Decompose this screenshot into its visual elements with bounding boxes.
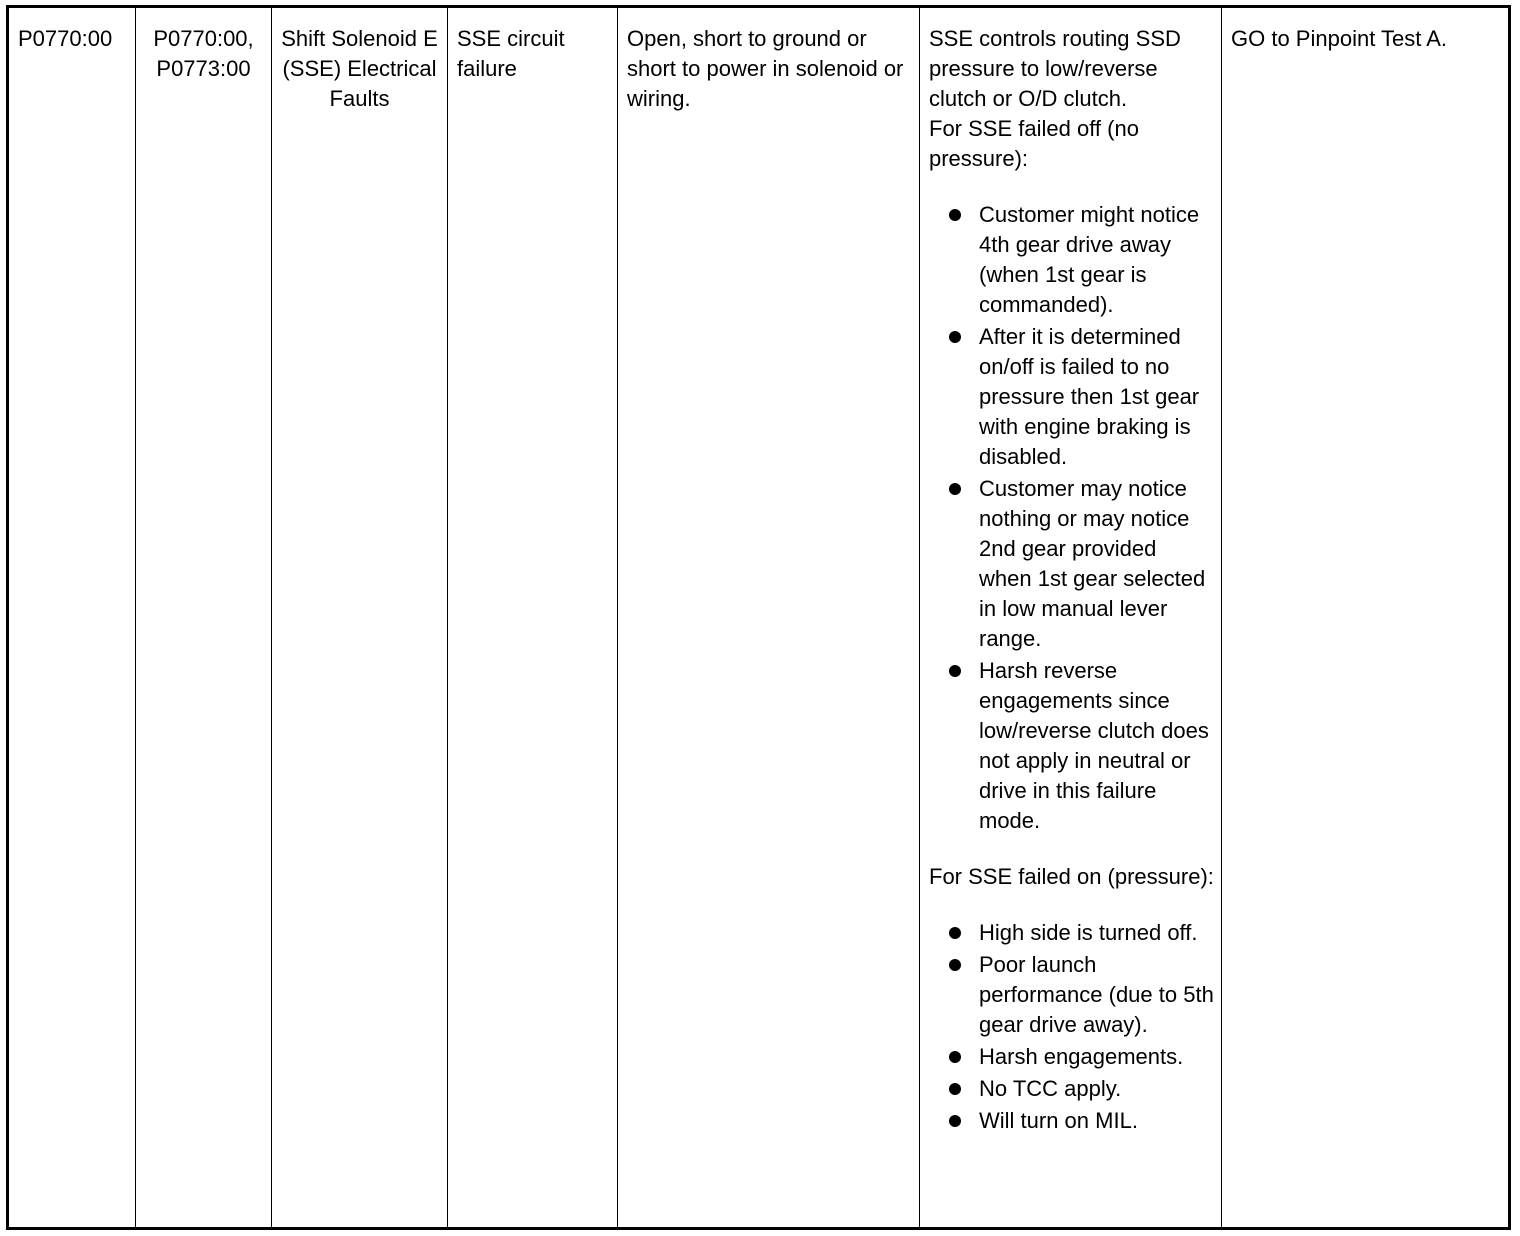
failed-on-list (929, 918, 1215, 1136)
list-item: Poor launch performance (due to 5th gear drive away). (929, 950, 1215, 1040)
list-item: Customer may notice nothing or may notice 2nd gear provided when 1st gear selected in low manual lever range. (929, 474, 1215, 654)
list-item: No TCC apply. (929, 1074, 1215, 1104)
list-item: Customer might notice 4th gear drive away (when 1st gear is commanded). (929, 200, 1215, 320)
list-item: Will turn on MIL. (929, 1106, 1215, 1136)
condition-cell: SSE circuit failure (448, 7, 618, 1229)
failed-off-heading: For SSE failed off (no pressure): (929, 116, 1139, 171)
symptoms-cell (920, 7, 1222, 1229)
symptoms-intro: SSE controls routing SSD pressure to low/reverse clutch or O/D clutch. (929, 26, 1181, 111)
list-item: Harsh engagements. (929, 1042, 1215, 1072)
action-cell: GO to Pinpoint Test A. (1222, 7, 1510, 1229)
related-dtcs-cell: P0770:00, P0773:00 (136, 7, 272, 1229)
possible-causes-cell: Open, short to ground or short to power in solenoid or wiring. (618, 7, 920, 1229)
list-item: After it is determined on/off is failed to no pressure then 1st gear with engine braking is disabled. (929, 322, 1215, 472)
description-cell: Shift Solenoid E (SSE) Electrical Faults (272, 7, 448, 1229)
dtc-cell: P0770:00 (18, 26, 113, 51)
list-item: Harsh reverse engagements since low/reverse clutch does not apply in neutral or drive in this failure mode. (929, 656, 1215, 836)
list-item: High side is turned off. (929, 918, 1215, 948)
table-row (8, 7, 1510, 1229)
failed-off-list (929, 200, 1215, 836)
dtc-table (6, 5, 1511, 1230)
failed-on-heading: For SSE failed on (pressure): (929, 864, 1214, 889)
